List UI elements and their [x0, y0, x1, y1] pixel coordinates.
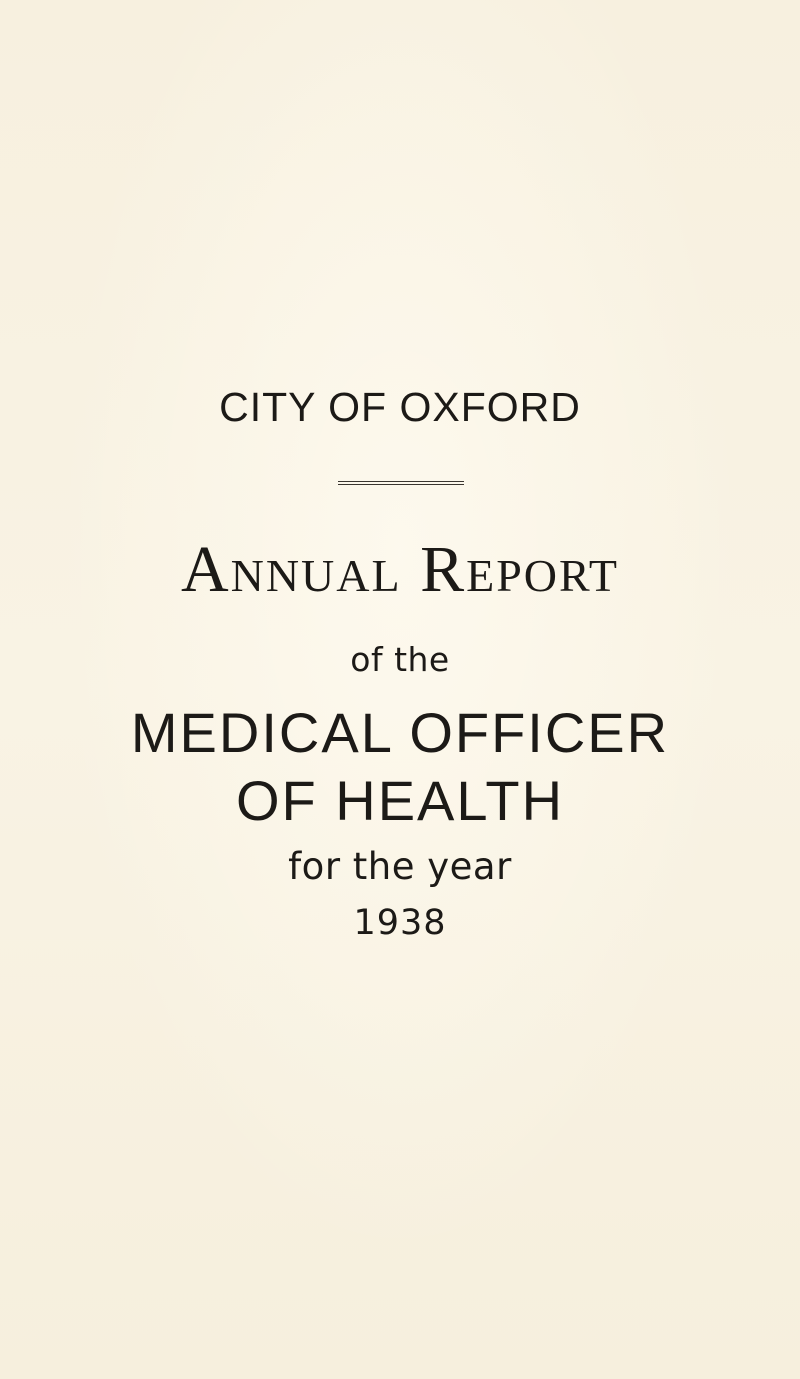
city-heading: CITY OF OXFORD — [219, 384, 581, 430]
for-the-year-text: for the year — [288, 845, 512, 888]
double-rule-divider — [338, 481, 464, 486]
office-title-line1: MEDICAL OFFICER — [130, 701, 670, 764]
report-title: Annual Report — [180, 533, 620, 606]
office-title-line2: OF HEALTH — [235, 769, 565, 832]
report-year: 1938 — [353, 903, 447, 943]
of-the-text: of the — [350, 640, 450, 679]
